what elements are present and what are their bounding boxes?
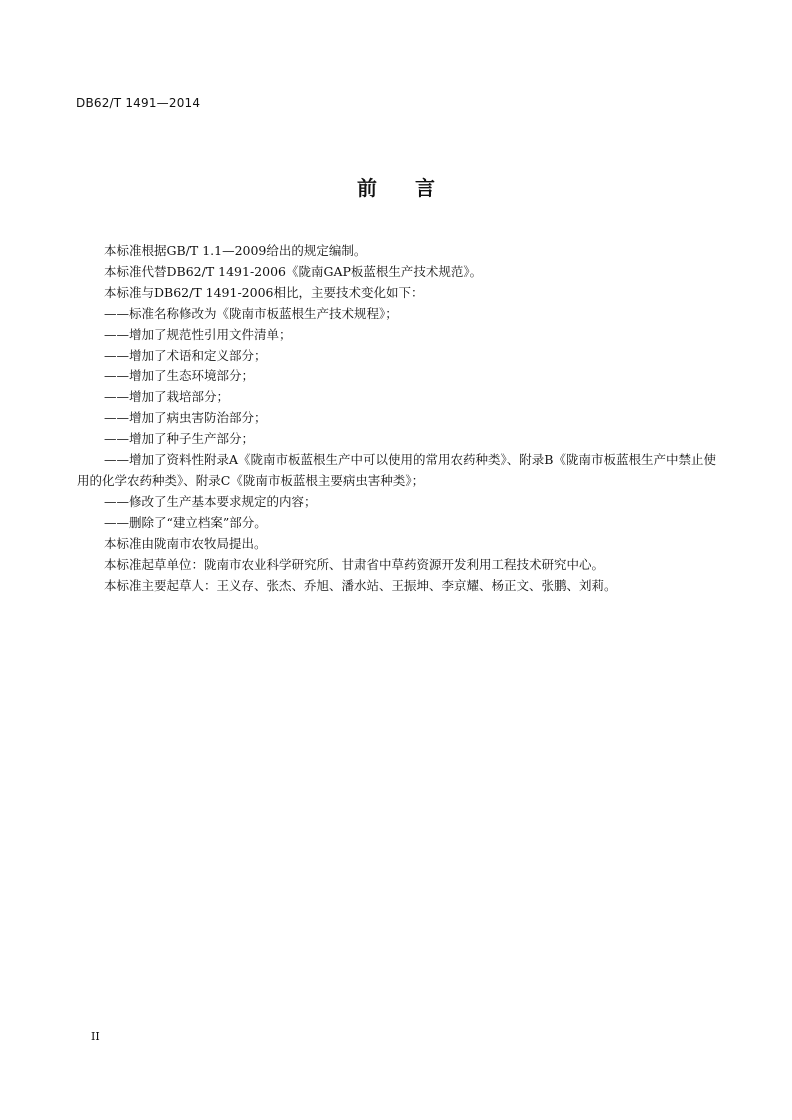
list-item: ——增加了生态环境部分； bbox=[104, 368, 255, 384]
paragraph: 本标准起草单位：陇南市农业科学研究所、甘肃省中草药资源开发利用工程技术研究中心。 bbox=[104, 556, 605, 572]
list-item: ——增加了栽培部分； bbox=[104, 389, 230, 405]
paragraph: 本标准代替DB62/T 1491-2006《陇南GAP板蓝根生产技术规范》。 bbox=[104, 263, 483, 279]
list-item: ——增加了规范性引用文件清单； bbox=[104, 326, 292, 342]
list-item: ——增加了种子生产部分； bbox=[104, 431, 255, 447]
paragraph: 本标准与DB62/T 1491-2006相比，主要技术变化如下： bbox=[104, 284, 424, 300]
paragraph: 本标准根据GB/T 1.1—2009给出的规定编制。 bbox=[104, 243, 367, 258]
foreword-body bbox=[77, 241, 717, 596]
list-item: ——标准名称修改为《陇南市板蓝根生产技术规程》； bbox=[104, 305, 398, 321]
page-number: II bbox=[91, 1030, 100, 1043]
paragraph: 本标准主要起草人：王义存、张杰、乔旭、潘水站、王振坤、李京耀、杨正文、张鹏、刘莉。 bbox=[104, 577, 617, 593]
paragraph: 本标准由陇南市农牧局提出。 bbox=[104, 535, 267, 551]
document-code: DB62/T 1491—2014 bbox=[76, 96, 201, 110]
list-item: ——修改了生产基本要求规定的内容； bbox=[104, 493, 317, 509]
page-title: 前言 bbox=[357, 176, 473, 200]
list-item: ——增加了资料性附录A《陇南市板蓝根生产中可以使用的常用农药种类》、附录B《陇南市板蓝根生产中禁止使用的化学农药种类》、附录C《陇南市板蓝根主要病虫害种类》； bbox=[77, 452, 716, 488]
list-item: ——增加了病虫害防治部分； bbox=[104, 410, 267, 426]
list-item: ——删除了“建立档案”部分。 bbox=[104, 514, 267, 530]
list-item: ——增加了术语和定义部分； bbox=[104, 347, 267, 363]
